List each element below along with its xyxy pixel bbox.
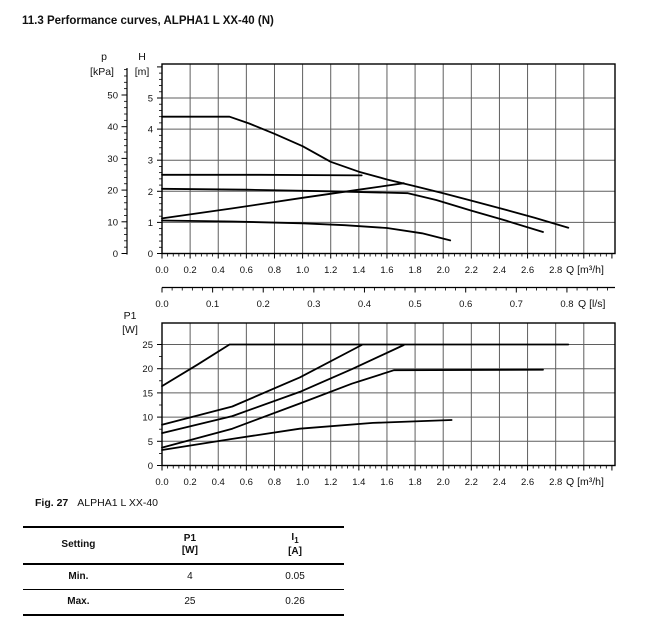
curve-constant-speed-max — [162, 117, 568, 228]
y-tick-label: 15 — [142, 388, 153, 400]
y-axis-label: H — [138, 51, 146, 63]
x-tick-label: 0.6 — [239, 265, 253, 276]
x-tick-label: 0.6 — [239, 477, 253, 488]
x-tick-label: 0.0 — [155, 265, 169, 276]
col-i1-header-symbol: I — [291, 532, 295, 543]
pressure-tick-label: 40 — [107, 122, 118, 134]
table-row-max — [23, 589, 344, 615]
setting-min-p1: 4 — [134, 564, 246, 590]
setting-max-i1: 0.26 — [285, 596, 305, 607]
col-p1-header-symbol: P1 — [183, 532, 197, 544]
pressure-axis-label: p — [101, 51, 107, 63]
table-header-row — [23, 527, 344, 564]
x-tick-label: 2.2 — [464, 265, 478, 276]
x-tick-label: 1.0 — [295, 265, 310, 276]
pressure-tick-label: 10 — [107, 217, 118, 229]
flow-ls-tick-label: 0.1 — [206, 299, 220, 310]
x-tick-label: 1.6 — [380, 477, 394, 488]
pressure-axis-unit-label: [kPa] — [90, 66, 114, 78]
x-tick-label: 1.4 — [352, 265, 366, 276]
y-tick-label: 0 — [147, 461, 153, 472]
curve-constant-speed-2 — [162, 370, 543, 448]
flow-ls-tick-label: 0.5 — [408, 299, 422, 310]
setting-max-p1: 25 — [184, 596, 196, 607]
pressure-tick-label: 30 — [107, 153, 118, 165]
pressure-tick-label: 20 — [107, 185, 118, 197]
x-tick-label: 2.4 — [492, 265, 507, 276]
flow-ls-tick-label: 0.7 — [509, 299, 523, 310]
y-axis-label: P1 — [123, 310, 137, 322]
x-tick-label: 2.6 — [520, 265, 535, 276]
y-tick-label: 5 — [147, 93, 153, 105]
y-tick-label: 20 — [142, 364, 153, 376]
y-tick-label: 0 — [147, 249, 153, 260]
x-tick-label: 0.4 — [211, 265, 225, 276]
flow-ls-axis-label: Q [l/s] — [578, 298, 606, 310]
figure-caption-text: ALPHA1 L XX-40 — [77, 497, 159, 509]
pressure-tick-label: 50 — [107, 90, 118, 102]
x-tick-label: 1.8 — [408, 265, 422, 276]
curve-constant-pressure-high — [162, 345, 362, 425]
curve-constant-pressure-high — [162, 175, 362, 176]
x-tick-label: 1.4 — [352, 477, 366, 488]
flow-head-chart-frame — [162, 64, 615, 254]
col-p1-header-unit: [W] — [181, 545, 198, 557]
table-row-min — [23, 564, 344, 590]
y-axis-unit-label: [m] — [134, 66, 150, 78]
pressure-tick-label: 0 — [112, 249, 118, 260]
x-tick-label: 0.8 — [267, 265, 282, 276]
col-setting-header: Setting — [23, 527, 134, 564]
x-tick-label: 1.2 — [324, 265, 338, 276]
flow-ls-tick-label: 0.4 — [357, 299, 372, 310]
x-tick-label: 0.0 — [155, 477, 169, 488]
section-title: 11.3 Performance curves, ALPHA1 L XX-40 (N) — [22, 15, 274, 27]
x-tick-label: 1.6 — [380, 265, 394, 276]
settings-table — [23, 526, 344, 616]
x-tick-label: 0.8 — [267, 477, 282, 488]
x-tick-label: 2.2 — [464, 477, 478, 488]
y-tick-label: 1 — [147, 217, 153, 229]
x-tick-label: 1.2 — [324, 477, 338, 488]
y-tick-label: 4 — [147, 124, 153, 136]
curve-proportional-pressure — [162, 345, 404, 433]
flow-ls-tick-label: 0.2 — [256, 299, 270, 310]
x-tick-label: 0.2 — [183, 265, 197, 276]
x-tick-label: 2.6 — [520, 477, 535, 488]
x-axis-label: Q [m³/h] — [566, 264, 604, 276]
setting-min-i1: 0.05 — [246, 564, 344, 590]
x-tick-label: 2.8 — [549, 477, 563, 488]
col-i1-header-subscript: 1 — [294, 536, 299, 545]
x-tick-label: 1.8 — [408, 477, 422, 488]
x-tick-label: 2.4 — [492, 477, 507, 488]
curve-constant-speed-min — [162, 221, 450, 241]
x-tick-label: 0.2 — [183, 477, 197, 488]
col-i1-header-unit: [A] — [288, 546, 302, 557]
x-tick-label: 0.4 — [211, 477, 225, 488]
x-tick-label: 2.0 — [436, 265, 450, 276]
x-tick-label: 2.8 — [549, 265, 563, 276]
y-axis-unit-label: [W] — [122, 324, 138, 336]
flow-ls-tick-label: 0.3 — [307, 299, 321, 310]
col-i1-header — [246, 527, 344, 564]
y-tick-label: 5 — [147, 436, 153, 448]
setting-max-label: Max. — [67, 596, 90, 607]
x-tick-label: 1.0 — [295, 477, 310, 488]
figure-caption — [35, 497, 158, 509]
y-tick-label: 2 — [147, 186, 153, 198]
y-tick-label: 25 — [142, 340, 153, 351]
x-tick-label: 2.0 — [436, 477, 450, 488]
flow-ls-tick-label: 0.8 — [560, 299, 574, 310]
col-p1-header — [134, 527, 246, 564]
x-axis-label: Q [m³/h] — [566, 476, 604, 488]
figure-label: Fig. 27 — [35, 497, 69, 509]
y-tick-label: 3 — [147, 155, 153, 167]
setting-min-label: Min. — [23, 564, 134, 590]
y-tick-label: 10 — [142, 412, 153, 424]
flow-ls-tick-label: 0.6 — [459, 299, 473, 310]
flow-ls-tick-label: 0.0 — [155, 299, 169, 310]
